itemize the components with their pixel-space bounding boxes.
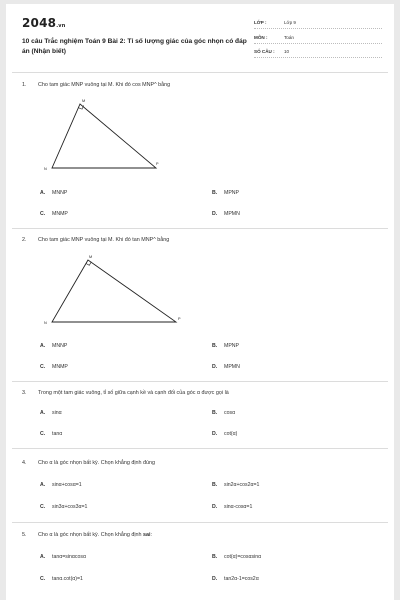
question-5-number: 5.: [22, 532, 27, 538]
document-page: [6, 4, 394, 600]
question-3-option-a[interactable]: A. sinα: [40, 410, 62, 416]
question-5-stem: Cho α là góc nhọn bất kỳ. Chọn khẳng định: [38, 532, 144, 538]
question-1-option-a[interactable]: A. MNNP: [40, 190, 68, 196]
question-1-vertex-p: P: [156, 162, 159, 166]
question-3-number: 3.: [22, 390, 27, 396]
question-5-stem-end: :: [150, 532, 153, 538]
question-2-vertex-n: N: [44, 321, 47, 325]
question-3-text: [22, 390, 229, 396]
question-3-option-c[interactable]: C. tanα: [40, 431, 63, 437]
meta-count-value: 10: [284, 49, 290, 54]
question-4-option-d[interactable]: D. sinα-cosα=1: [212, 504, 253, 510]
question-2-divider: [12, 381, 388, 382]
question-2-option-d[interactable]: D. MPMN: [212, 364, 240, 370]
meta-count-label: SỐ CÂU :: [254, 49, 275, 54]
question-2-option-c[interactable]: C. MNMP: [40, 364, 68, 370]
question-4-number: 4.: [22, 460, 27, 466]
question-5-option-c[interactable]: C. tanα.cot(α)=1: [40, 576, 83, 582]
question-2-stem: Cho tam giác MNP vuông tại M. Khi đó tan MNP^ bằng: [38, 237, 170, 243]
question-4-option-b[interactable]: B. sin2α+cos2α=1: [212, 482, 260, 488]
question-1-vertex-n: N: [44, 167, 47, 171]
question-3-divider: [12, 448, 388, 449]
question-2-triangle: [52, 260, 176, 322]
question-2-vertex-m: M: [89, 255, 93, 259]
logo-main: 2048: [22, 16, 57, 30]
question-2-number: 2.: [22, 237, 27, 243]
question-4-option-c[interactable]: C. sin3α+cos3α=1: [40, 504, 88, 510]
document-title: 10 câu Trắc nghiệm Toán 9 Bài 2: Tỉ số lượng giác của góc nhọn có đáp án (Nhận biết): [22, 38, 247, 55]
question-4-option-a[interactable]: A. sinα+cosα=1: [40, 482, 82, 488]
question-1-stem: Cho tam giác MNP vuông tại M. Khi đó cos MNP^ bằng: [38, 82, 171, 88]
question-2-triangle-figure: [6, 4, 394, 600]
question-5-option-b[interactable]: B. cot(α)=cosαsinα: [212, 554, 262, 560]
question-4-divider: [12, 522, 388, 523]
question-5-option-d[interactable]: D. tan2α-1=cos2α: [212, 576, 259, 582]
question-1-option-d[interactable]: D. MPMN: [212, 211, 240, 217]
question-3-stem: Trong một tam giác vuông, tỉ số giữa cạnh kề và cạnh đối của góc α được gọi là: [38, 390, 229, 396]
question-1-number: 1.: [22, 82, 27, 88]
question-5-option-a[interactable]: A. tanα=sinαcosα: [40, 554, 86, 560]
question-4-text: [22, 460, 155, 466]
question-5-text: [22, 532, 152, 538]
meta-subject-label: MÔN :: [254, 35, 268, 40]
question-3-option-d[interactable]: D. cot(α): [212, 431, 238, 437]
question-4-stem: Cho α là góc nhọn bất kỳ. Chọn khẳng định đúng: [38, 460, 156, 466]
question-1-vertex-m: M: [82, 99, 86, 103]
logo-tld: .vn: [56, 23, 66, 29]
question-2-option-b[interactable]: B. MPNP: [212, 343, 239, 349]
meta-subject-value: Toán: [284, 35, 294, 40]
meta-grade-label: LỚP :: [254, 20, 267, 25]
question-1-option-c[interactable]: C. MNMP: [40, 211, 68, 217]
question-2-vertex-p: P: [178, 317, 181, 321]
question-1-option-b[interactable]: B. MPNP: [212, 190, 239, 196]
question-3-option-b[interactable]: B. cosα: [212, 410, 236, 416]
question-2-option-a[interactable]: A. MNNP: [40, 343, 68, 349]
meta-grade-value: Lớp 9: [284, 20, 296, 25]
question-5-stem-emphasis: sai: [143, 532, 151, 538]
